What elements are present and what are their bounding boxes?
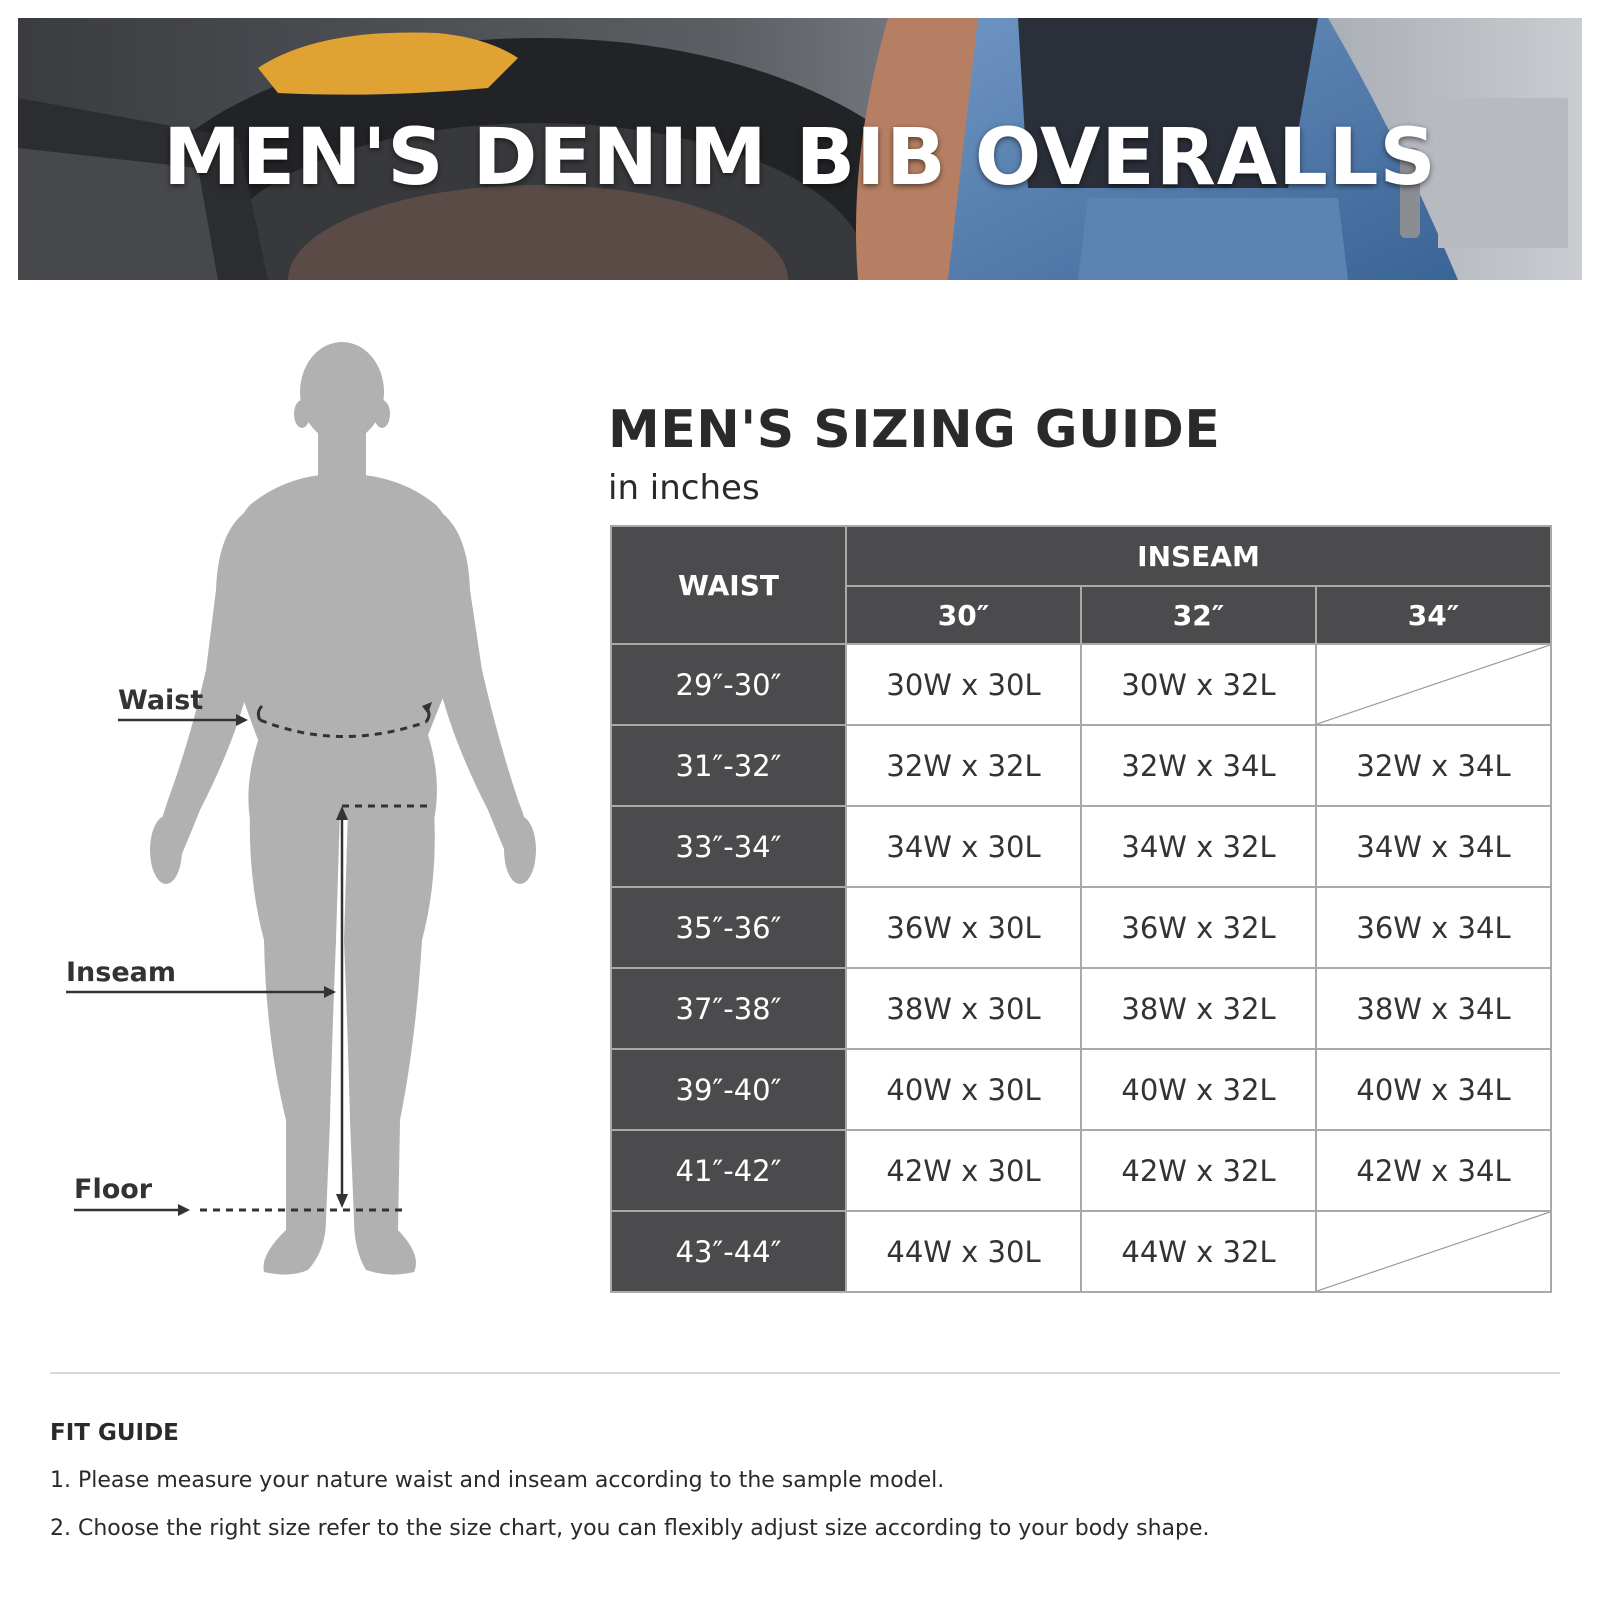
table-row	[611, 887, 1551, 968]
inseam-label: Inseam	[66, 957, 177, 988]
unavailable-size-cell	[1316, 1211, 1551, 1292]
size-cell: 32W x 34L	[1316, 725, 1551, 806]
size-cell: 42W x 32L	[1081, 1130, 1316, 1211]
inseam-length-header: 34″	[1316, 586, 1551, 644]
silhouette-illustration	[50, 340, 570, 1320]
section-divider	[50, 1372, 1560, 1374]
size-cell: 42W x 34L	[1316, 1130, 1551, 1211]
fit-guide-title: FIT GUIDE	[50, 1420, 179, 1446]
body-measurement-figure	[50, 340, 570, 1320]
table-row	[611, 644, 1551, 725]
sizing-guide-unit: in inches	[608, 468, 760, 508]
fit-guide-line: 2. Choose the right size refer to the size chart, you can flexibly adjust size according to your body shape.	[50, 1516, 1210, 1541]
size-chart-table	[610, 525, 1552, 1293]
size-cell: 44W x 32L	[1081, 1211, 1316, 1292]
waist-range-cell: 39″-40″	[611, 1049, 846, 1130]
unavailable-size-cell	[1316, 644, 1551, 725]
waist-range-cell: 41″-42″	[611, 1130, 846, 1211]
size-cell: 38W x 34L	[1316, 968, 1551, 1049]
waist-range-cell: 29″-30″	[611, 644, 846, 725]
unavailable-slash-icon	[1317, 645, 1550, 724]
sizing-guide-title: MEN'S SIZING GUIDE	[608, 400, 1221, 460]
unavailable-slash-icon	[1317, 1212, 1550, 1291]
waist-range-cell: 43″-44″	[611, 1211, 846, 1292]
size-cell: 40W x 32L	[1081, 1049, 1316, 1130]
fit-guide-line: 1. Please measure your nature waist and inseam according to the sample model.	[50, 1468, 945, 1493]
inseam-column-header: INSEAM	[846, 526, 1551, 586]
waist-range-cell: 33″-34″	[611, 806, 846, 887]
table-row	[611, 968, 1551, 1049]
floor-label: Floor	[74, 1174, 153, 1205]
size-cell: 40W x 34L	[1316, 1049, 1551, 1130]
inseam-length-header: 32″	[1081, 586, 1316, 644]
size-cell: 36W x 32L	[1081, 887, 1316, 968]
size-cell: 32W x 32L	[846, 725, 1081, 806]
hero-banner	[18, 18, 1582, 280]
table-row	[611, 1211, 1551, 1292]
waist-range-cell: 31″-32″	[611, 725, 846, 806]
table-row	[611, 1049, 1551, 1130]
banner-title: MEN'S DENIM BIB OVERALLS	[163, 113, 1437, 203]
size-cell: 36W x 30L	[846, 887, 1081, 968]
size-cell: 34W x 30L	[846, 806, 1081, 887]
size-cell: 42W x 30L	[846, 1130, 1081, 1211]
table-row	[611, 1130, 1551, 1211]
size-cell: 30W x 30L	[846, 644, 1081, 725]
table-row	[611, 725, 1551, 806]
size-cell: 34W x 34L	[1316, 806, 1551, 887]
size-cell: 44W x 30L	[846, 1211, 1081, 1292]
waist-range-cell: 37″-38″	[611, 968, 846, 1049]
waist-column-header: WAIST	[611, 526, 846, 644]
waist-label: Waist	[118, 685, 204, 716]
size-cell: 34W x 32L	[1081, 806, 1316, 887]
size-cell: 36W x 34L	[1316, 887, 1551, 968]
table-row	[611, 806, 1551, 887]
size-cell: 38W x 30L	[846, 968, 1081, 1049]
size-cell: 32W x 34L	[1081, 725, 1316, 806]
size-cell: 30W x 32L	[1081, 644, 1316, 725]
waist-range-cell: 35″-36″	[611, 887, 846, 968]
size-cell: 40W x 30L	[846, 1049, 1081, 1130]
inseam-length-header: 30″	[846, 586, 1081, 644]
size-cell: 38W x 32L	[1081, 968, 1316, 1049]
